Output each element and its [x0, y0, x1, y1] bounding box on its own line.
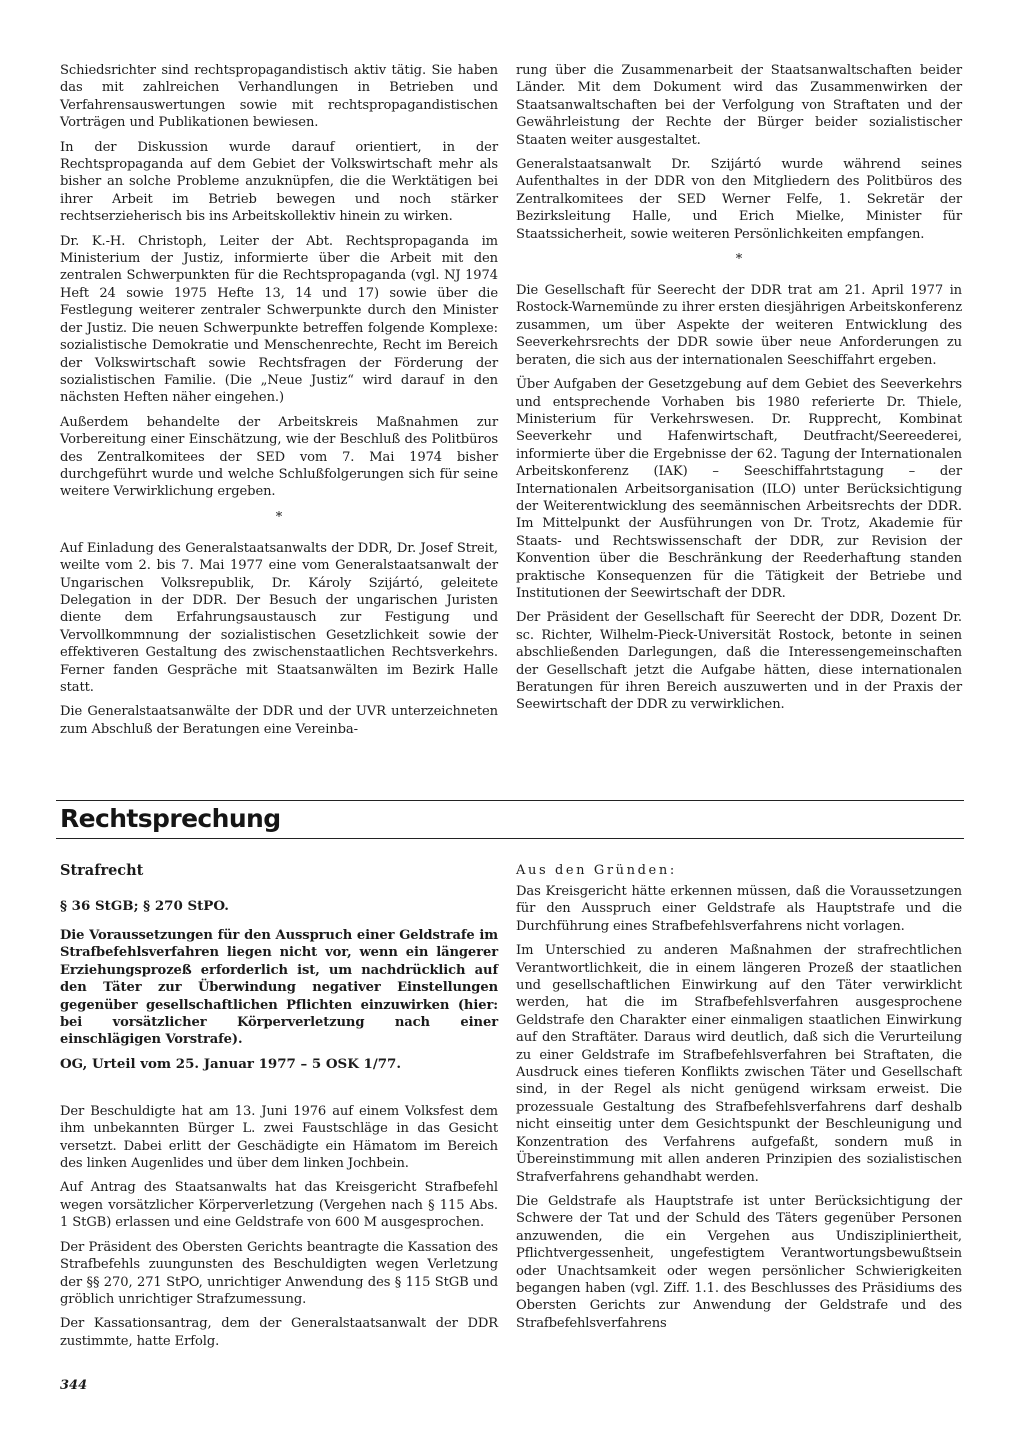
column-bottom-right	[516, 862, 962, 1339]
paragraph: Außerdem behandelte der Arbeitskreis Maßnahmen zur Vorbereitung einer Einschätzung, wie der Beschluß des Politbüros des Zentralkomitees der SED vom 7. Mai 1974 bisher durchgeführt wurde und welche Schlußfolgerungen sich für seine weitere Verwirklichung ergeben.	[60, 414, 498, 500]
headnote-text: Die Voraussetzungen für den Ausspruch einer Geldstrafe im Strafbefehlsverfahren liegen nicht vor, wenn ein längerer Erziehungsprozeß erforderlich ist, um nachdrücklich auf den Täter zur Überwindung negativer Einstellungen gegenüber gesellschaftlichen Pflichten einzuwirken (hier: bei vorsätzlicher Körperverletzung nach einer einschlägigen Vorstrafe).	[60, 928, 498, 1048]
paragraph: Die Gesellschaft für Seerecht der DDR trat am 21. April 1977 in Rostock-Warnemünde zu ihrer ersten diesjährigen Arbeitskonferenz zusammen, um über Aspekte der weiteren Entwicklung des Seeverkehrsrechts der DDR sowie über neue Anforderungen zu beraten, die sich aus der internationalen Seeschiffahrt ergeben.	[516, 283, 962, 368]
column-top-right	[516, 62, 962, 721]
case-citation: OG, Urteil vom 25. Januar 1977 – 5 OSK 1/77.	[60, 1055, 402, 1072]
reasons-heading: Aus den Gründen:	[516, 863, 677, 878]
paragraph: Das Kreisgericht hätte erkennen müssen, daß die Voraussetzungen für den Ausspruch einer Geldstrafe als Hauptstrafe und die Durchführung eines Strafbefehlsverfahrens nicht vorlagen.	[516, 884, 962, 934]
paragraph: Der Präsident des Obersten Gerichts beantragte die Kassation des Strafbefehls zuungunsten des Beschuldigten wegen Verletzung der §§ 270, 271 StPO, unrichtiger Anwendung des § 115 StGB und gröblich unrichtiger Strafzumessung.	[60, 1239, 498, 1307]
paragraph: Schiedsrichter sind rechtspropagandistisch aktiv tätig. Sie haben das mit zahlreichen Verhandlungen in Betrieben und Verfahrensauswertungen sowie mit rechtspropagandistischen Vorträgen und Publikationen bewiesen.	[60, 63, 498, 131]
paragraph: Dr. K.-H. Christoph, Leiter der Abt. Rechtspropaganda im Ministerium der Justiz, informierte über die Arbeit mit den zentralen Schwerpunkten für die Rechtspropaganda (vgl. NJ 1974 Heft 24 sowie 1975 Hefte 13, 14 und 17) sowie über die Festlegung weiterer zentraler Schwerpunkte durch den Minister der Justiz. Die neuen Schwerpunkte betreffen folgende Komplexe: sozialistische Demokratie und Menschenrechte, Recht im Bereich der Volkswirtschaft sowie Rechtsfragen der Förderung der sozialistischen Familie. (Die „Neue Justiz“ wird darauf in den nächsten Heften näher eingehen.)	[60, 233, 498, 406]
section-title: Rechtsprechung	[60, 804, 281, 833]
paragraph: Auf Antrag des Staatsanwalts hat das Kreisgericht Strafbefehl wegen vorsätzlicher Körperverletzung (Vergehen nach § 115 Abs. 1 StGB) erlassen und eine Geldstrafe von 600 M ausgesprochen.	[60, 1180, 498, 1231]
subsection-heading: Strafrecht	[60, 862, 144, 879]
paragraph: Die Geldstrafe als Hauptstrafe ist unter Berücksichtigung der Schwere der Tat und der Schuld des Täters gegenüber Personen anzuwenden, die ein Vergehen aus Undiszipliniertheit, Pflichtvergessenheit, ungefestigtem Verantwortungsbewußtsein oder Unachtsamkeit oder wegen persönlicher Schwierigkeiten begangen haben (vgl. Ziff. 1.1. des Beschlusses des Präsidiums des Obersten Gerichts zur Anwendung der Geldstrafe und des Strafbefehlsverfahrens	[516, 1193, 962, 1331]
section-rule	[56, 838, 964, 839]
paragraph: Auf Einladung des Generalstaatsanwalts der DDR, Dr. Josef Streit, weilte vom 2. bis 7. Mai 1977 eine vom Generalstaatsanwalt der Ungarischen Volksrepublik, Dr. Károly Szijártó, geleitete Delegation in der DDR. Der Besuch der ungarischen Juristen diente dem Erfahrungsaustausch zur Festigung und Vervollkommnung der sozialistischen Gesetzlichkeit sowie der effektiveren Gestaltung des zwischenstaatlichen Rechtsverkehrs. Ferner fanden Gespräche mit Staatsanwälten im Bezirk Halle statt.	[60, 540, 498, 695]
paragraph: Die Generalstaatsanwälte der DDR und der UVR unterzeichneten zum Abschluß der Beratungen eine Vereinba-	[60, 704, 498, 737]
page-number: 344	[60, 1378, 88, 1393]
norm-reference: § 36 StGB; § 270 StPO.	[60, 898, 229, 914]
paragraph: Der Beschuldigte hat am 13. Juni 1976 auf einem Volksfest dem ihm unbekannten Bürger L. zwei Faustschläge in das Gesicht versetzt. Dabei erlitt der Geschädigte ein Hämatom im Bereich des linken Augenlides und über dem linken Jochbein.	[60, 1103, 498, 1172]
paragraph: Generalstaatsanwalt Dr. Szijártó wurde während seines Aufenthaltes in der DDR von den Mitgliedern des Politbüros des Zentralkomitees der SED Werner Felfe, 1. Sekretär der Bezirksleitung Halle, und Erich Mielke, Minister für Staatssicherheit, sowie weiteren Persönlichkeiten empfangen.	[516, 157, 962, 242]
column-bottom-left	[60, 862, 498, 1357]
paragraph: Der Präsident der Gesellschaft für Seerecht der DDR, Dozent Dr. sc. Richter, Wilhelm-Pieck-Universität Rostock, betonte in seinen abschließenden Darlegungen, daß die Interessengemeinschaften der Gesellschaft jetzt die Aufgabe hätten, diese internationalen Beratungen für ihren Bereich auszuwerten und in der Praxis der Seewirtschaft der DDR zu verwirklichen.	[516, 610, 962, 713]
paragraph: In der Diskussion wurde darauf orientiert, in der Rechtspropaganda auf dem Gebiet der Volkswirtschaft mehr als bisher an solche Probleme anzuknüpfen, die die Werktätigen bei ihrer Arbeit im Betrieb bewegen und noch stärker rechtserzieherisch bis ins Arbeitskollektiv hinein zu wirken.	[60, 139, 498, 225]
paragraph: Der Kassationsantrag, dem der Generalstaatsanwalt der DDR zustimmte, hatte Erfolg.	[60, 1316, 498, 1349]
paragraph: Über Aufgaben der Gesetzgebung auf dem Gebiet des Seeverkehrs und entsprechende Vorhaben bis 1980 referierte Dr. Thiele, Ministerium für Verkehrswesen. Dr. Rupprecht, Kombinat Seeverkehr und Hafenwirtschaft, Deutfracht/Seereederei, informierte über die Ergebnisse der 62. Tagung der Internationalen Arbeitskonferenz (IAK) – Seeschiffahrtstagung – der Internationalen Arbeitsorganisation (ILO) unter Berücksichtigung der Weiterentwicklung des seemännischen Arbeitsrechts der DDR. Im Mittelpunkt der Ausführungen von Dr. Trotz, Akademie für Staats- und Rechtswissenschaft der DDR, zur Revision der Konvention über die Beschränkung der Reederhaftung standen praktische Konsequenzen für die Tätigkeit der Betriebe und Institutionen der Seewirtschaft der DDR.	[516, 377, 962, 601]
column-top-left	[60, 62, 498, 745]
paragraph: Im Unterschied zu anderen Maßnahmen der strafrechtlichen Verantwortlichkeit, die in einem längeren Prozeß der staatlichen und gesellschaftlichen Einwirkung auf den Täter verwirklicht werden, hat die im Strafbefehlsverfahren ausgesprochene Geldstrafe den Charakter einer einmaligen staatlichen Einwirkung auf den Straftäter. Daraus wird deutlich, daß sich die Verurteilung zu einer Geldstrafe im Strafbefehlsverfahren bei Straftaten, die Ausdruck eines tieferen Konflikts zwischen Täter und Gesellschaft sind, in der Regel als nicht genügend wirksam erweist. Die prozessuale Gestaltung des Strafbefehlsverfahrens darf deshalb nicht einseitig unter dem Gesichtspunkt der Beschleunigung und Konzentration des Verfahrens aufgefaßt, sondern muß in Übereinstimmung mit allen anderen Prinzipien des sozialistischen Strafverfahrens gehandhabt werden.	[516, 943, 962, 1185]
separator-asterisk: *	[275, 509, 283, 525]
separator-asterisk: *	[735, 252, 743, 268]
section-rule	[56, 800, 964, 801]
paragraph: rung über die Zusammenarbeit der Staatsanwaltschaften beider Länder. Mit dem Dokument wird das Zusammenwirken der Staatsanwaltschaften bei der Verfolgung von Straftaten und der Gewährleistung der Rechte der Bürger beider sozialistischer Staaten weiter ausgestaltet.	[516, 63, 962, 148]
headnote	[60, 927, 498, 1049]
